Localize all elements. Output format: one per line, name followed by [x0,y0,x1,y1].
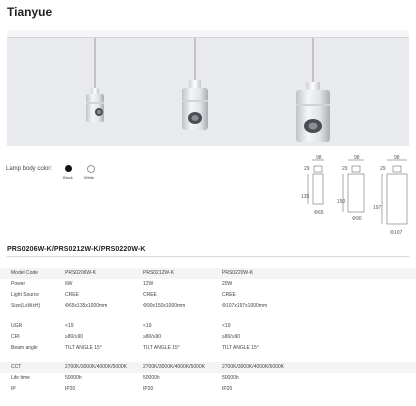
spec-row [0,279,416,290]
spec-label: UGR [11,323,23,329]
spec-value: Φ90x150x1000mm [143,303,186,309]
spec-value: PRS0212W-K [143,270,175,276]
spec-value: CREE [65,292,79,298]
dim1-diameter: Φ65 [314,210,324,216]
spec-value: TILT ANGLE 15° [222,345,259,351]
spec-label: Power [11,281,26,287]
spec-row [0,321,416,332]
pendant-lights-image [7,30,409,146]
spec-row [0,332,416,343]
spec-label: Life time [11,375,30,381]
spec-value: CREE [143,292,157,298]
dim3-left: 29 [380,166,386,172]
dim3-diameter: Φ107 [390,230,403,236]
spec-row [0,384,416,395]
spec-value: Φ65x135x1000mm [65,303,108,309]
spec-value: 6W [65,281,73,287]
spec-value: ≥80/≥90 [143,334,162,340]
spec-value: 50000h [222,375,239,381]
dim3-height: 197 [373,205,382,211]
spec-value: <19 [143,323,152,329]
spec-value: 50000h [143,375,160,381]
spec-label: CCT [11,364,22,370]
white-label: White [84,175,95,180]
spec-value: Φ107x197x1000mm [222,303,268,309]
dim1-left: 29 [304,166,310,172]
spec-value: TILT ANGLE 15° [65,345,102,351]
black-label: Black [63,175,73,180]
dim1-top: 98 [316,155,322,161]
dim2-height: 150 [337,199,346,205]
spec-label: Model Code [11,270,38,276]
dim2-diameter: Φ90 [352,216,362,222]
dim2-top: 98 [354,155,360,161]
lamp-color-label: Lamp body color: [6,166,53,172]
spec-label: Light Source [11,292,40,298]
spec-label: CRI [11,334,20,340]
spec-value: ≥80/≥90 [65,334,84,340]
spec-row [0,343,416,354]
spec-row [0,301,416,312]
spec-value: ≥80/≥90 [222,334,241,340]
spec-value: 2700K/3000K/4000K/5000K [65,364,127,370]
white-swatch[interactable] [87,165,95,173]
spec-value: PRS0220W-K [222,270,254,276]
spec-row [0,362,416,373]
spec-value: IP20 [222,386,233,392]
title-divider [7,256,409,257]
black-swatch[interactable] [65,165,72,172]
spec-label: IP [11,386,16,392]
spec-value: CREE [222,292,236,298]
spec-value: 12W [143,281,154,287]
spec-value: IP20 [65,386,76,392]
product-banner [7,30,409,146]
spec-label: Beam angle [11,345,38,351]
spec-value: 2700K/3000K/4000K/5000K [222,364,284,370]
dim3-top: 98 [394,155,400,161]
spec-value: 2700K/3000K/4000K/5000K [143,364,205,370]
spec-row [0,268,416,279]
spec-value: TILT ANGLE 15° [143,345,180,351]
spec-value: 50000h [65,375,82,381]
dim2-left: 29 [342,166,348,172]
brand-title: Tianyue [7,5,53,19]
spec-row [0,290,416,301]
model-title: PRS0206W-K/PRS0212W-K/PRS0220W-K [7,246,146,253]
spec-row [0,373,416,384]
spec-label: Size(LxWxH) [11,303,41,309]
spec-value: PRS0206W-K [65,270,97,276]
spec-value: <19 [65,323,74,329]
spec-value: IP20 [143,386,154,392]
spec-value: 20W [222,281,233,287]
spec-value: <19 [222,323,231,329]
dim1-height: 135 [301,194,310,200]
dimension-drawings [296,152,416,242]
